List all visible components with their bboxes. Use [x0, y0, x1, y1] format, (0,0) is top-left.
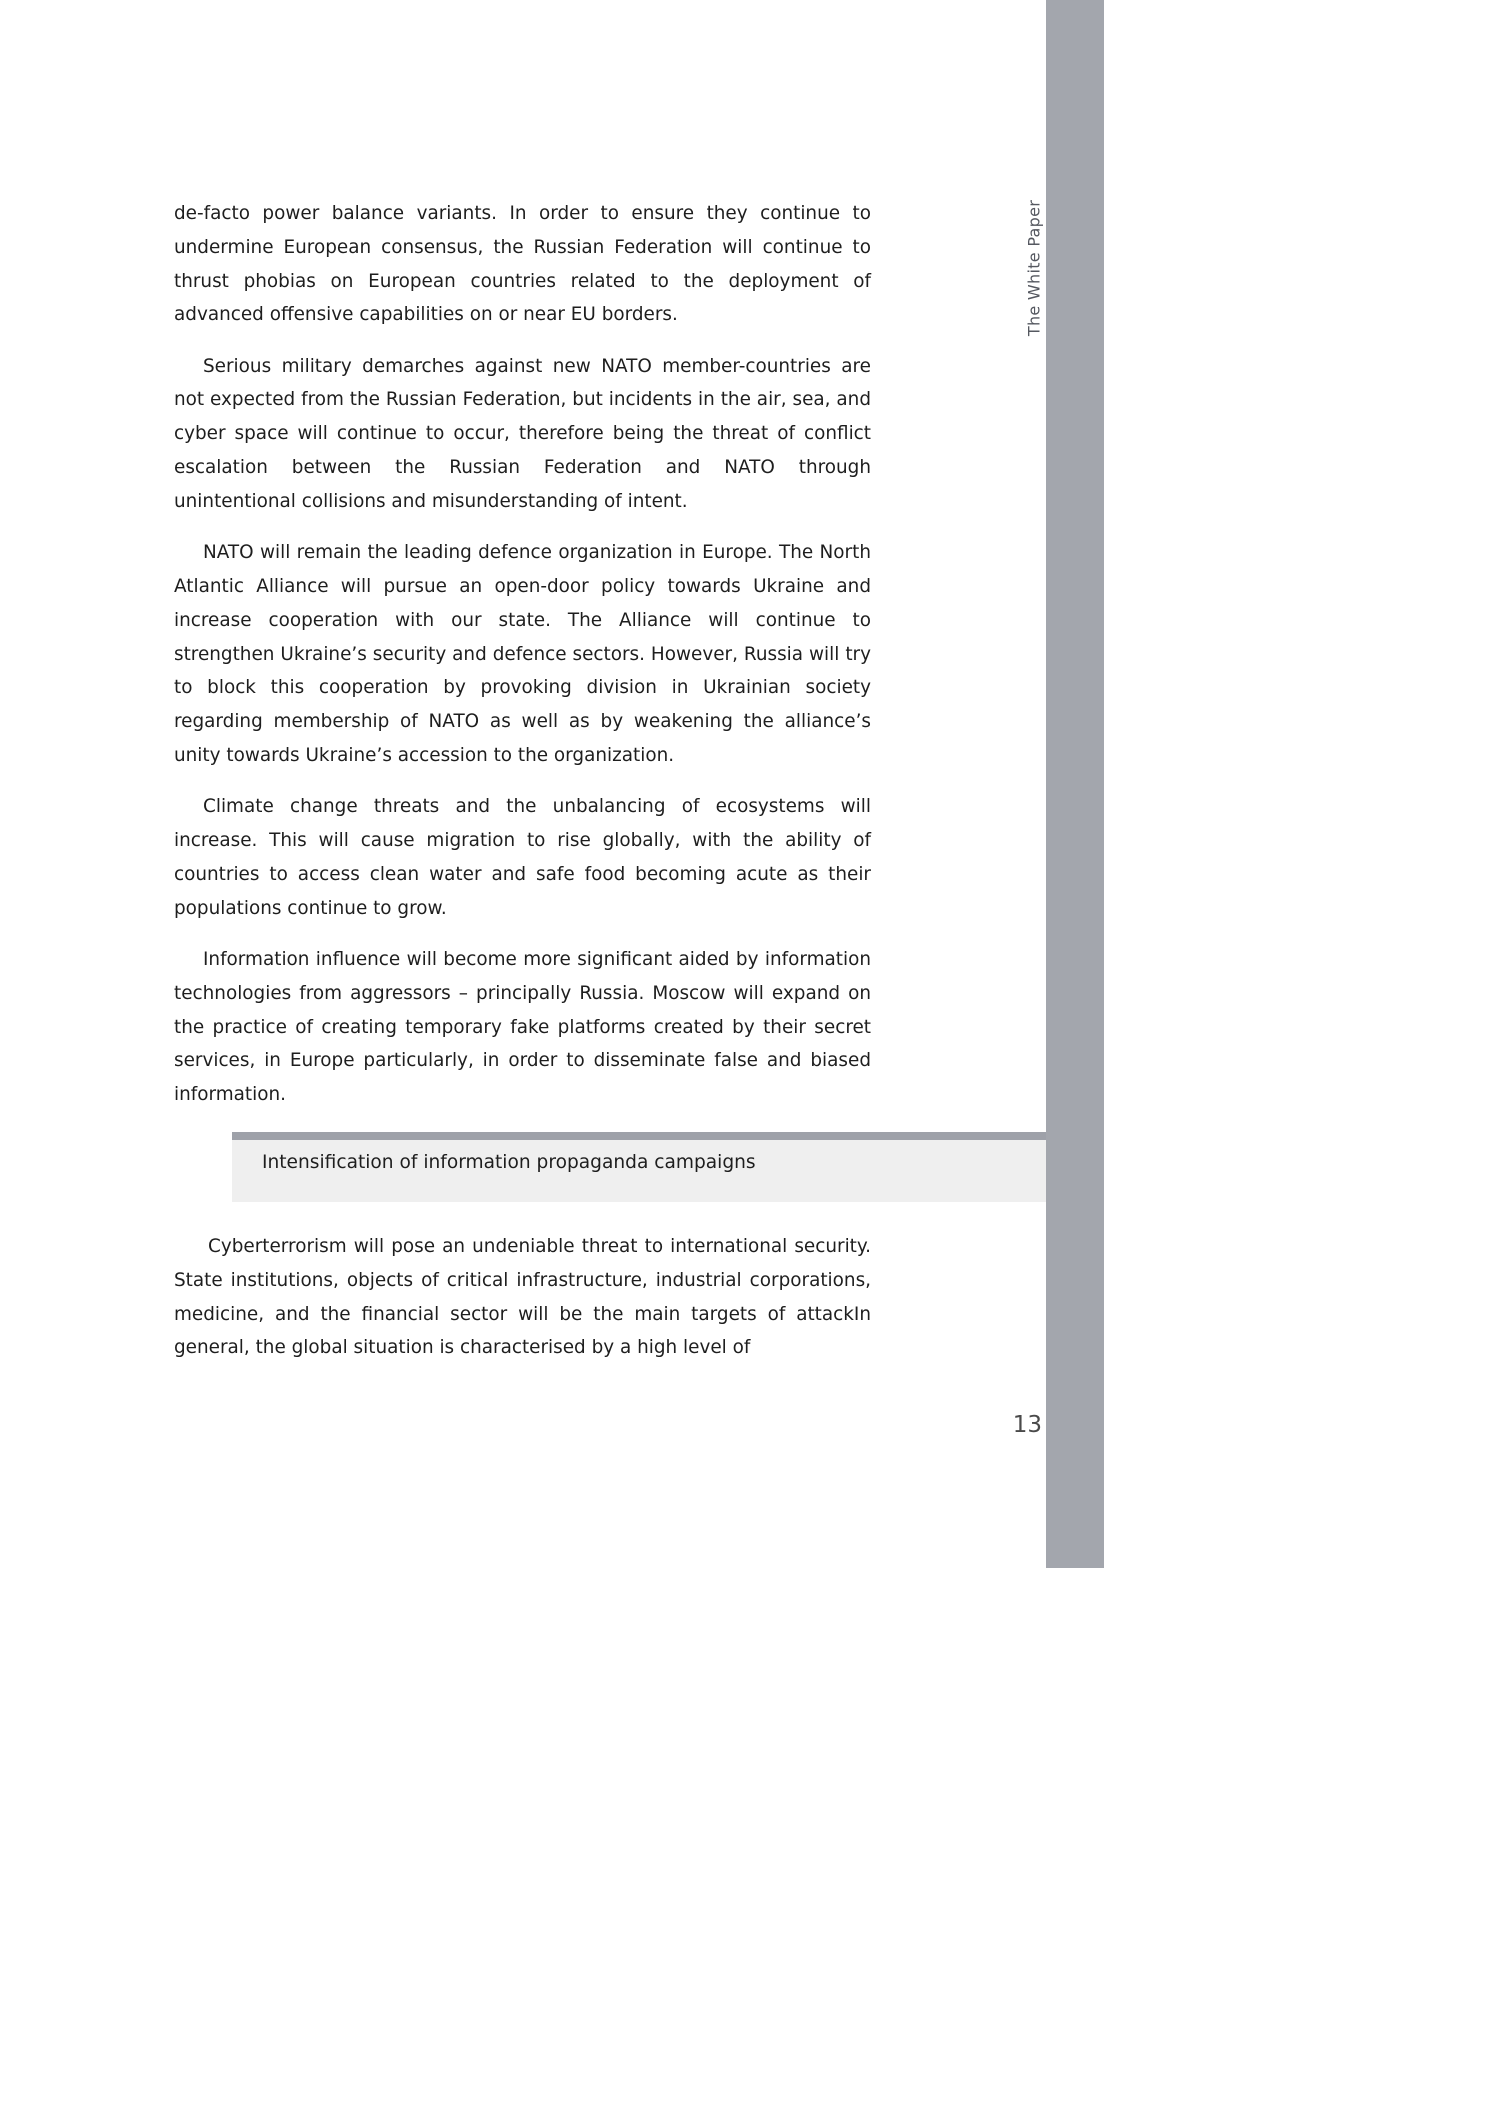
paragraph: Climate change threats and the unbalancing of ecosystems will increase. This will cause migration to rise globally, with the ability of countries to access clean water and safe food becoming acute as their populations continue to grow.	[174, 796, 871, 919]
paragraph: Information influence will become more significant aided by information technologies from aggressors – principally Russia. Moscow will expand on the practice of creating temporary fake platforms created by their secret services, in Europe particularly, in order to disseminate false and biased information.	[174, 948, 871, 1106]
page-number: 13	[1012, 1412, 1042, 1438]
running-title: The White Paper	[1024, 199, 1044, 337]
callout-box	[232, 1140, 1046, 1202]
paragraph: NATO will remain the leading defence organization in Europe. The North Atlantic Alliance will pursue an open-door policy towards Ukraine and increase cooperation with our state. The Alliance will continue to strengthen Ukraine’s security and defence sectors. However, Russia will try to block this cooperation by provoking division in Ukrainian society regarding membership of NATO as well as by weakening the alliance’s unity towards Ukraine’s accession to the organization.	[174, 542, 871, 766]
side-band	[1046, 0, 1104, 1568]
paragraph: Cyberterrorism will pose an undeniable threat to international security. State institutions, objects of critical infrastructure, industrial corporations, medicine, and the financial sector will be the main targets of attackIn general, the global situation is characterised by a high level of	[174, 1236, 871, 1359]
callout-rule	[232, 1132, 1046, 1140]
paragraph: de-facto power balance variants. In order to ensure they continue to undermine European consensus, the Russian Federation will continue to thrust phobias on European countries related to the deployment of advanced offensive capabilities on or near EU borders.	[174, 203, 871, 326]
body-text-continued	[174, 1230, 871, 1383]
body-text	[174, 197, 871, 1129]
paragraph: Serious military demarches against new NATO member-countries are not expected from the Russian Federation, but incidents in the air, sea, and cyber space will continue to occur, therefore being the threat of conflict escalation between the Russian Federation and NATO through unintentional collisions and misunderstanding of intent.	[174, 355, 871, 512]
callout-heading: Intensification of information propaganda campaigns	[262, 1152, 756, 1173]
